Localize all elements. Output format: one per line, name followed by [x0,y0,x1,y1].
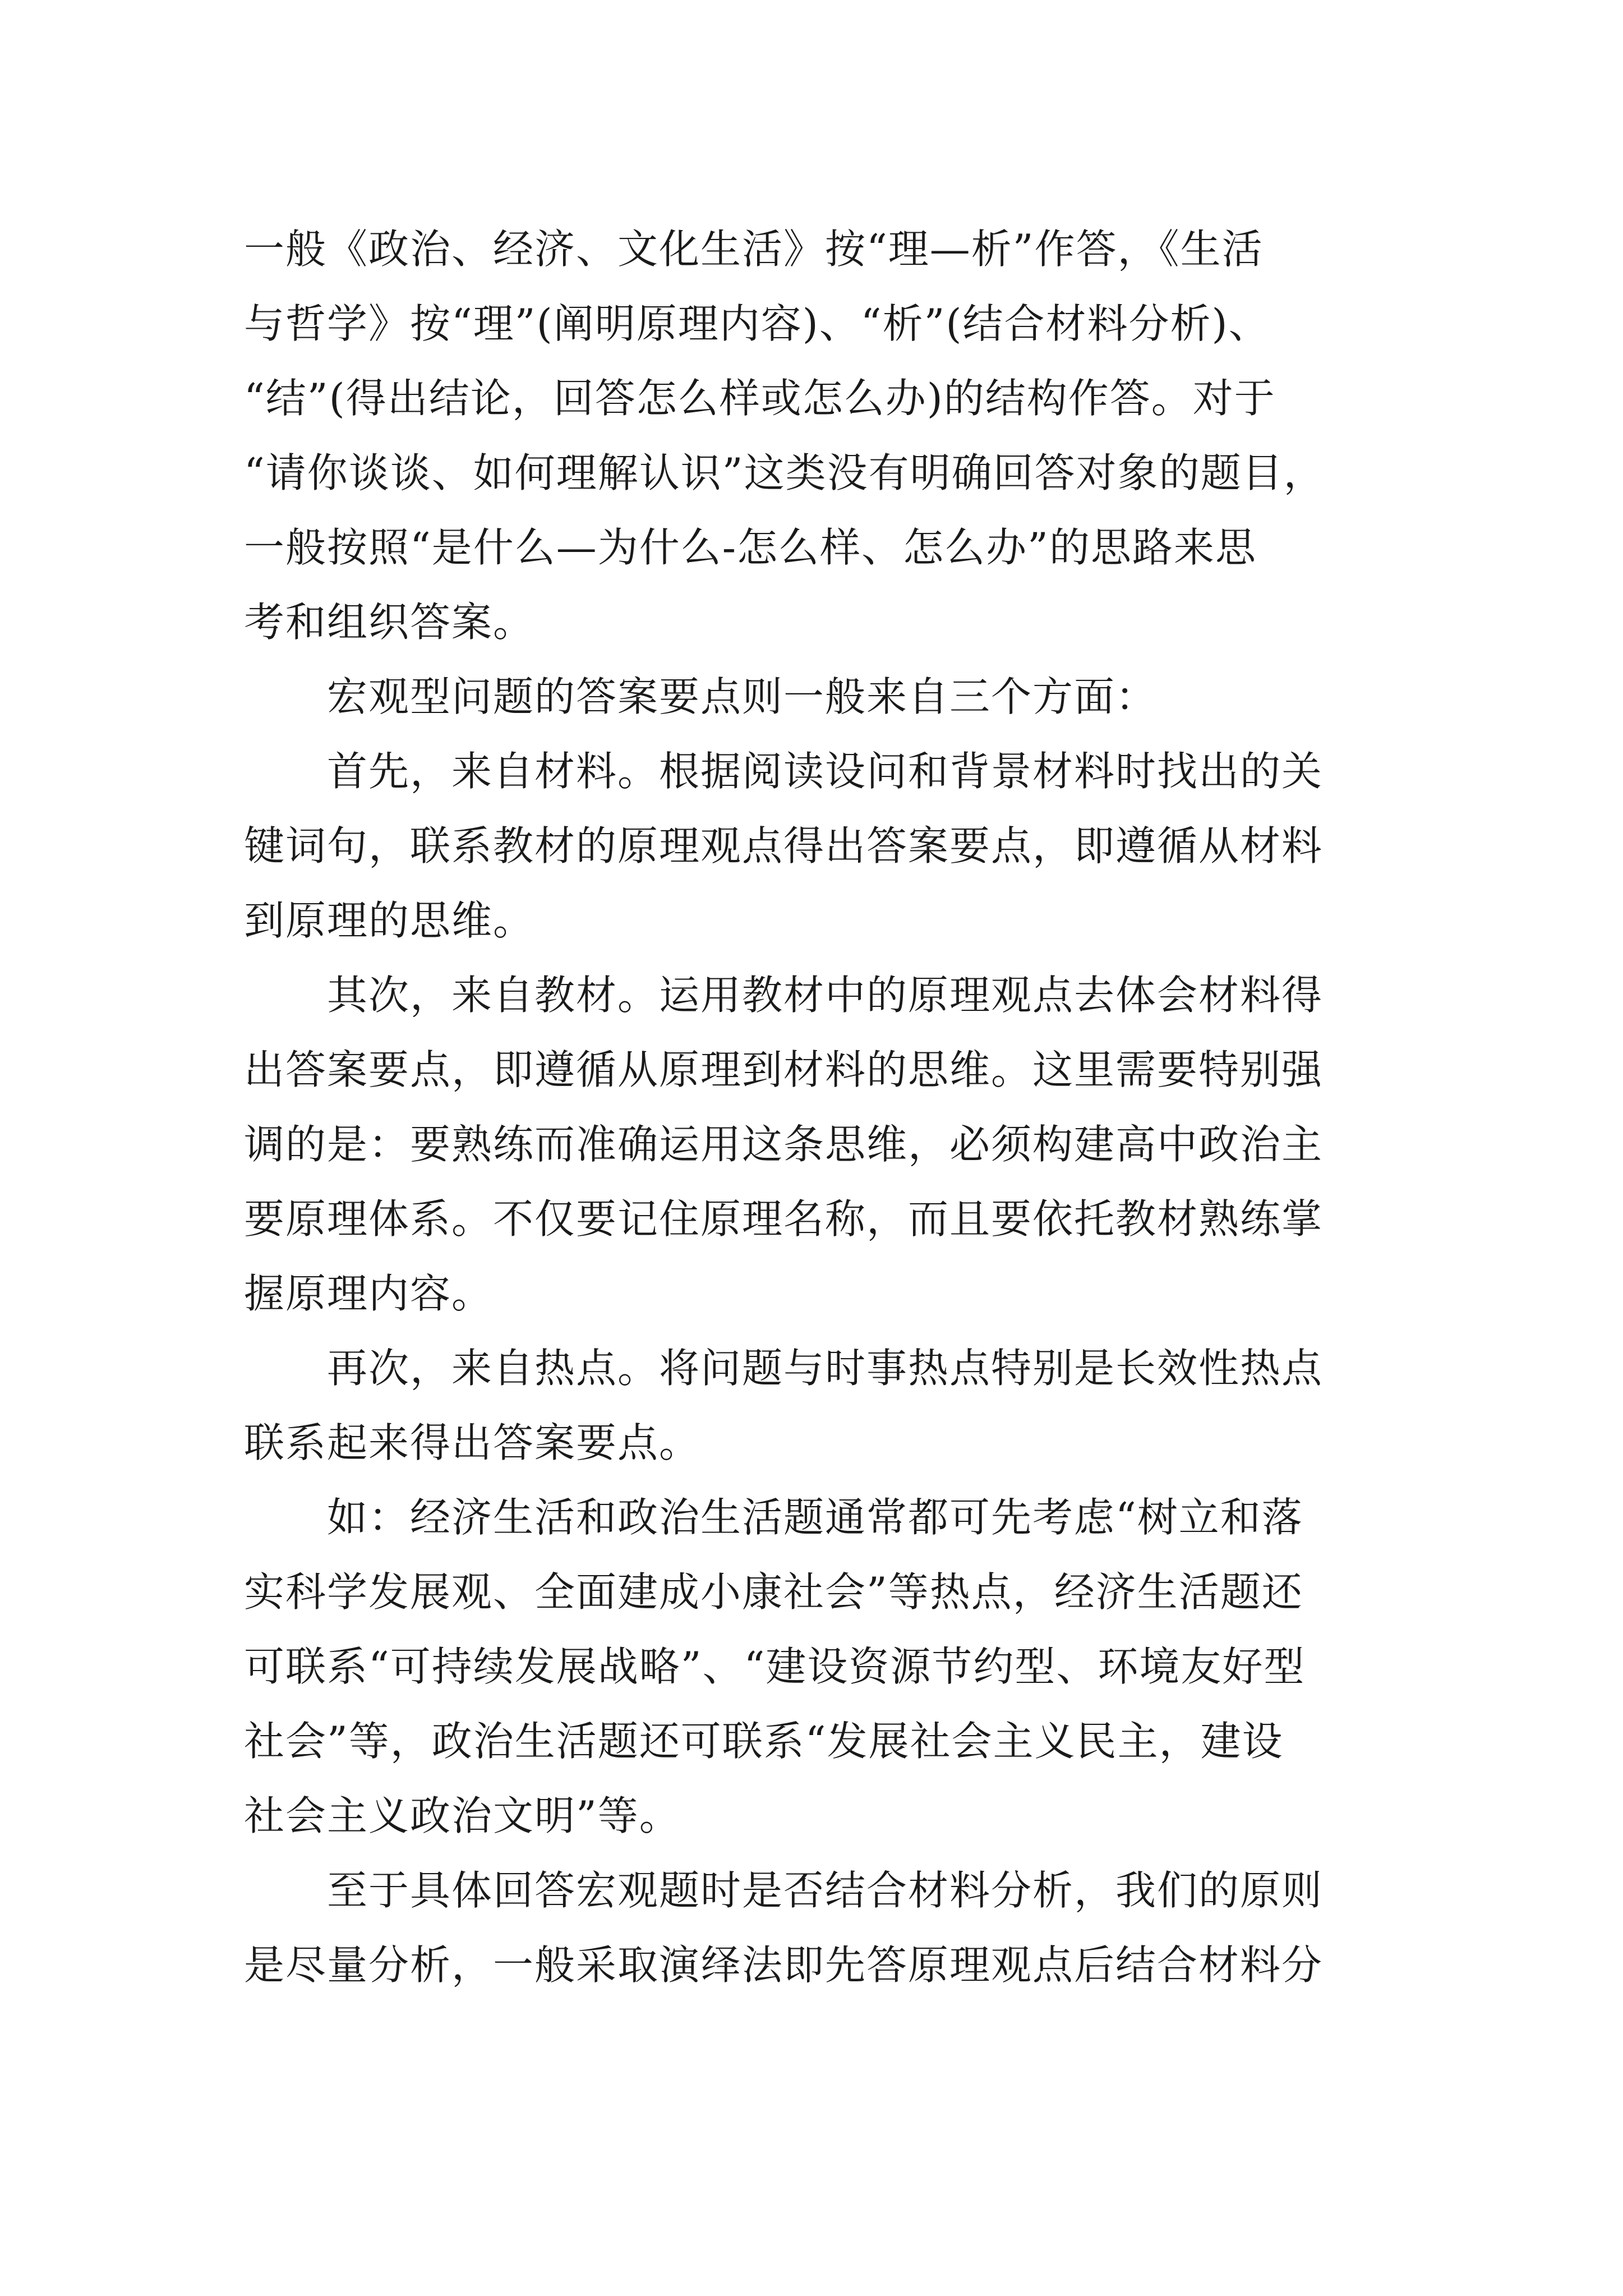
text-line: 与哲学》按“理”(阐明原理内容)、“析”(结合材料分析)、 [244,300,1270,347]
text-line: 键词句，联系教材的原理观点得出答案要点，即遵循从材料 [244,822,1324,869]
text-line: 一般《政治、经济、文化生活》按“理—析”作答，《生活 [244,226,1264,273]
text-line: 调的是：要熟练而准确运用这条思维，必须构建高中政治主 [244,1121,1324,1168]
text-line: 握原理内容。 [244,1270,494,1317]
text-line: 至于具体回答宏观题时是否结合材料分析，我们的原则 [244,1867,1324,1914]
text-line: “结”(得出结论，回答怎么样或怎么办)的结构作答。对于 [244,375,1276,422]
text-line: 联系起来得出答案要点。 [244,1419,701,1466]
text-line: “请你谈谈、如何理解认识”这类没有明确回答对象的题目， [244,449,1325,496]
text-line: 可联系“可持续发展战略”、“建设资源节约型、环境友好型 [244,1643,1306,1690]
text-line: 是尽量分析，一般采取演绎法即先答原理观点后结合材料分 [244,1941,1324,1989]
text-line: 一般按照“是什么—为什么-怎么样、怎么办”的思路来思 [244,524,1257,571]
text-line: 实科学发展观、全面建成小康社会”等热点，经济生活题还 [244,1568,1303,1616]
text-line: 宏观型问题的答案要点则一般来自三个方面： [244,673,1158,720]
text-line: 首先，来自材料。根据阅读设问和背景材料时找出的关 [244,748,1324,795]
text-line: 其次，来自教材。运用教材中的原理观点去体会材料得 [244,972,1324,1019]
text-line: 如：经济生活和政治生活题通常都可先考虑“树立和落 [244,1494,1303,1541]
text-line: 出答案要点，即遵循从原理到材料的思维。这里需要特别强 [244,1046,1324,1093]
text-line: 到原理的思维。 [244,897,535,944]
text-line: 考和组织答案。 [244,599,535,646]
text-line: 社会主义政治文明”等。 [244,1792,681,1839]
text-line: 社会”等，政治生活题还可联系“发展社会主义民主，建设 [244,1718,1284,1765]
text-line: 要原理体系。不仅要记住原理名称，而且要依托教材熟练掌 [244,1195,1324,1243]
text-line: 再次，来自热点。将问题与时事热点特别是长效性热点 [244,1345,1324,1392]
body-text [244,212,1388,2003]
